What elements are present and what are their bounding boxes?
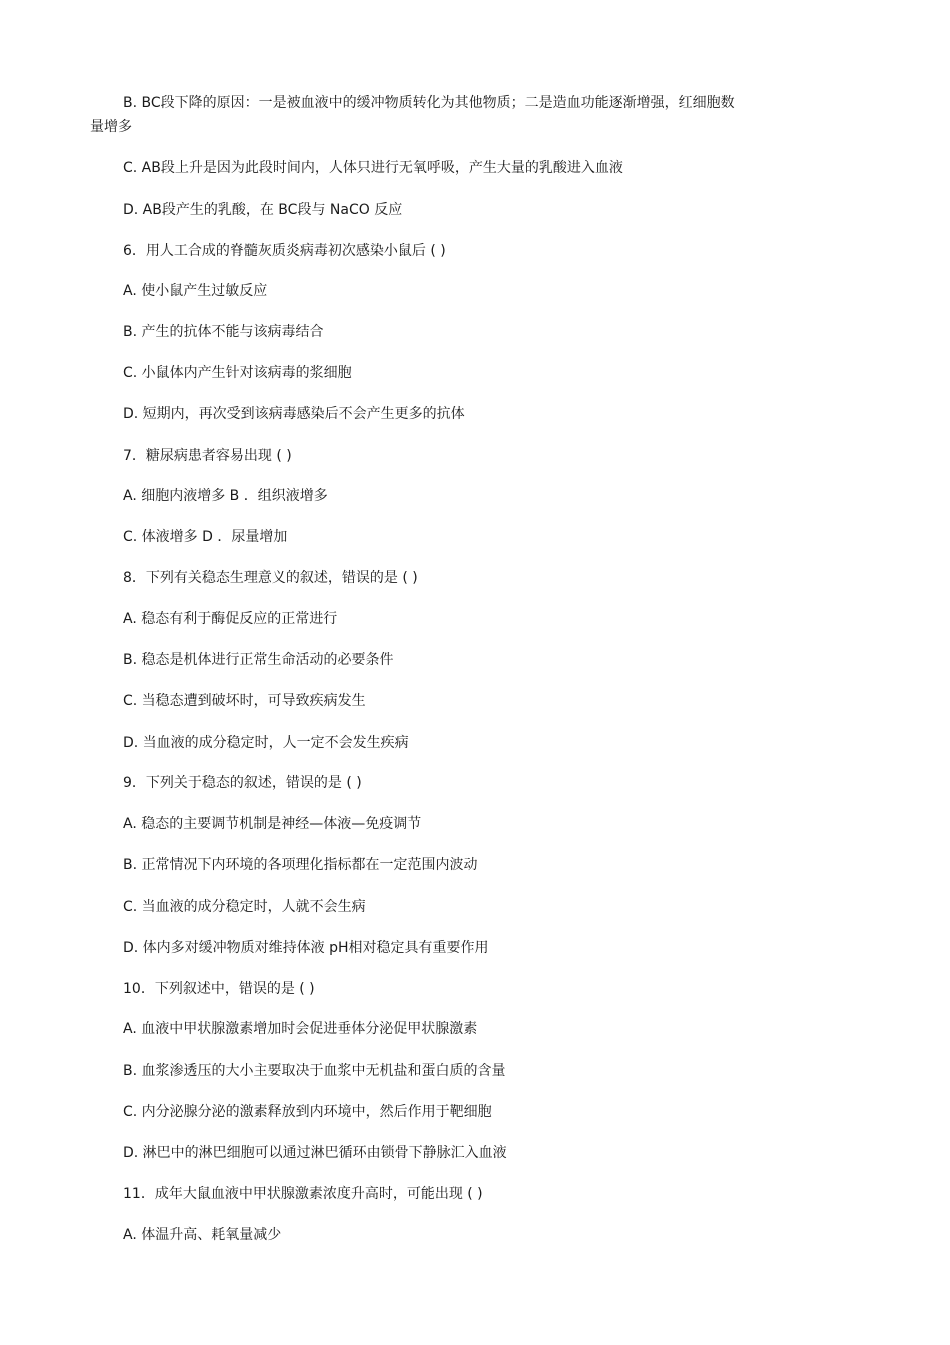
- option-5b-line1: B. BC段下降的原因：一是被血液中的缓冲物质转化为其他物质；二是造血功能逐渐增强，红细胞数: [123, 95, 735, 111]
- option-6d: D. 短期内，再次受到该病毒感染后不会产生更多的抗体: [123, 406, 465, 422]
- option-9c: C. 当血液的成分稳定时，人就不会生病: [123, 899, 366, 915]
- option-5c: C. AB段上升是因为此段时间内，人体只进行无氧呼吸，产生大量的乳酸进入血液: [123, 160, 623, 176]
- option-6b: B. 产生的抗体不能与该病毒结合: [123, 324, 324, 340]
- option-10c: C. 内分泌腺分泌的激素释放到内环境中，然后作用于靶细胞: [123, 1104, 492, 1120]
- option-9b: B. 正常情况下内环境的各项理化指标都在一定范围内波动: [123, 857, 478, 873]
- option-8a: A. 稳态有利于酶促反应的正常进行: [123, 611, 338, 627]
- option-8d: D. 当血液的成分稳定时，人一定不会发生疾病: [123, 735, 409, 751]
- option-5b-line2: 量增多: [90, 119, 132, 135]
- question-8: 8．下列有关稳态生理意义的叙述，错误的是 ( ): [123, 570, 418, 586]
- question-11: 11．成年大鼠血液中甲状腺激素浓度升高时，可能出现 ( ): [123, 1186, 483, 1202]
- options-7ab: A. 细胞内液增多 B ．组织液增多: [123, 488, 328, 504]
- option-10a: A. 血液中甲状腺激素增加时会促进垂体分泌促甲状腺激素: [123, 1021, 478, 1037]
- question-10: 10．下列叙述中，错误的是 ( ): [123, 981, 315, 997]
- question-7: 7．糖尿病患者容易出现 ( ): [123, 448, 292, 464]
- option-10b: B. 血浆渗透压的大小主要取决于血浆中无机盐和蛋白质的含量: [123, 1063, 506, 1079]
- option-8b: B. 稳态是机体进行正常生命活动的必要条件: [123, 652, 394, 668]
- question-9: 9．下列关于稳态的叙述，错误的是 ( ): [123, 775, 362, 791]
- option-8c: C. 当稳态遭到破坏时，可导致疾病发生: [123, 693, 366, 709]
- option-5d: D. AB段产生的乳酸，在 BC段与 NaCO 反应: [123, 202, 403, 218]
- option-6c: C. 小鼠体内产生针对该病毒的浆细胞: [123, 365, 352, 381]
- option-11a: A. 体温升高、耗氧量减少: [123, 1227, 282, 1243]
- question-6: 6．用人工合成的脊髓灰质炎病毒初次感染小鼠后 ( ): [123, 243, 446, 259]
- option-10d: D. 淋巴中的淋巴细胞可以通过淋巴循环由锁骨下静脉汇入血液: [123, 1145, 507, 1161]
- option-6a: A. 使小鼠产生过敏反应: [123, 283, 268, 299]
- option-9d: D. 体内多对缓冲物质对维持体液 pH相对稳定具有重要作用: [123, 940, 489, 956]
- options-7cd: C. 体液增多 D ．尿量增加: [123, 529, 288, 545]
- option-9a: A. 稳态的主要调节机制是神经—体液—免疫调节: [123, 816, 422, 832]
